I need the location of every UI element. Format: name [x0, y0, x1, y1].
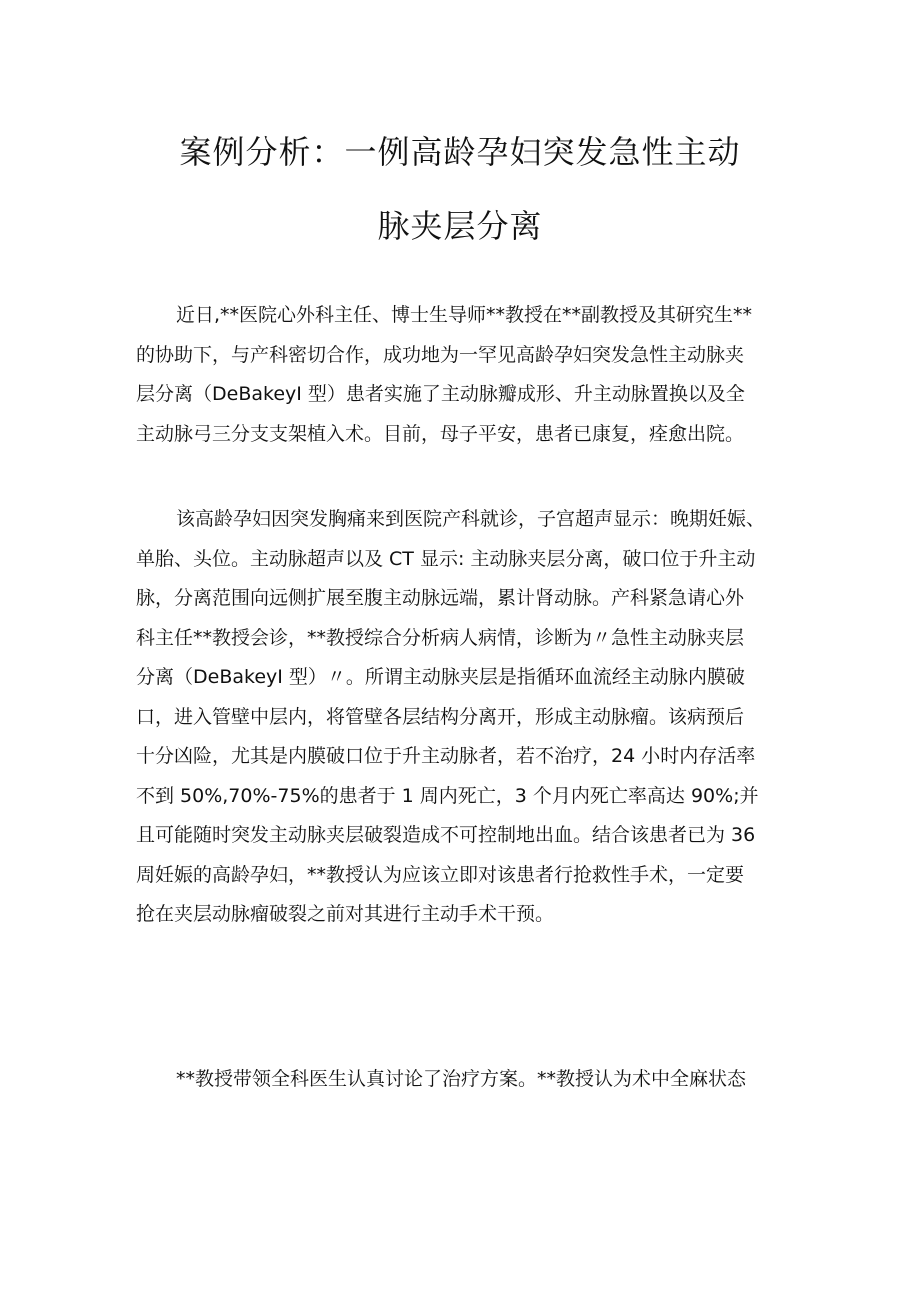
paragraph-line: 抢在夹层动脉瘤破裂之前对其进行主动手术干预。 — [136, 903, 555, 925]
paragraph-line: 口，进入管壁中层内，将管壁各层结构分离开，形成主动脉瘤。该病预后 — [136, 705, 745, 728]
paragraph-line: 不到 50%,70%-75%的患者于 1 周内死亡，3 个月内死亡率高达 90%;并 — [136, 784, 759, 807]
paragraph-line: 脉，分离范围向远侧扩展至腹主动脉远端，累计肾动脉。产科紧急请心外 — [136, 587, 745, 609]
paragraph-3 — [136, 1060, 796, 1100]
paragraph-line: 分离（DeBakeyI 型）〃。所谓主动脉夹层是指循环血流经主动脉内膜破 — [136, 666, 745, 688]
paragraph-1 — [136, 296, 796, 454]
document-title-line-2: 脉夹层分离 — [377, 207, 543, 245]
paragraph-line: 主动脉弓三分支支架植入术。目前，母子平安，患者已康复，痊愈出院。 — [136, 422, 745, 445]
paragraph-line: **教授带领全科医生认真讨论了治疗方案。**教授认为术中全麻状态 — [176, 1068, 747, 1090]
paragraph-line: 且可能随时突发主动脉夹层破裂造成不可控制地出血。结合该患者已为 36 — [136, 824, 756, 846]
paragraph-line: 科主任**教授会诊，**教授综合分析病人病情，诊断为〃急性主动脉夹层 — [136, 626, 745, 649]
document-title-line-1: 案例分析：一例高龄孕妇突发急性主动 — [179, 133, 741, 171]
paragraph-line: 的协助下，与产科密切合作，成功地为一罕见高龄孕妇突发急性主动脉夹 — [136, 343, 745, 366]
paragraph-line: 近日,**医院心外科主任、博士生导师**教授在**副教授及其研究生** — [176, 304, 753, 326]
paragraph-line: 该高龄孕妇因突发胸痛来到医院产科就诊，子宫超声显示：晚期妊娠、 — [176, 508, 766, 530]
paragraph-line: 十分凶险，尤其是内膜破口位于升主动脉者，若不治疗，24 小时内存活率 — [136, 745, 756, 767]
paragraph-line: 周妊娠的高龄孕妇，**教授认为应该立即对该患者行抢救性手术，一定要 — [136, 863, 745, 886]
paragraph-2 — [136, 500, 796, 935]
paragraph-line: 层分离（DeBakeyI 型）患者实施了主动脉瓣成形、升主动脉置换以及全 — [136, 383, 745, 405]
paragraph-line: 单胎、头位。主动脉超声以及 CT 显示: 主动脉夹层分离，破口位于升主动 — [136, 547, 756, 570]
